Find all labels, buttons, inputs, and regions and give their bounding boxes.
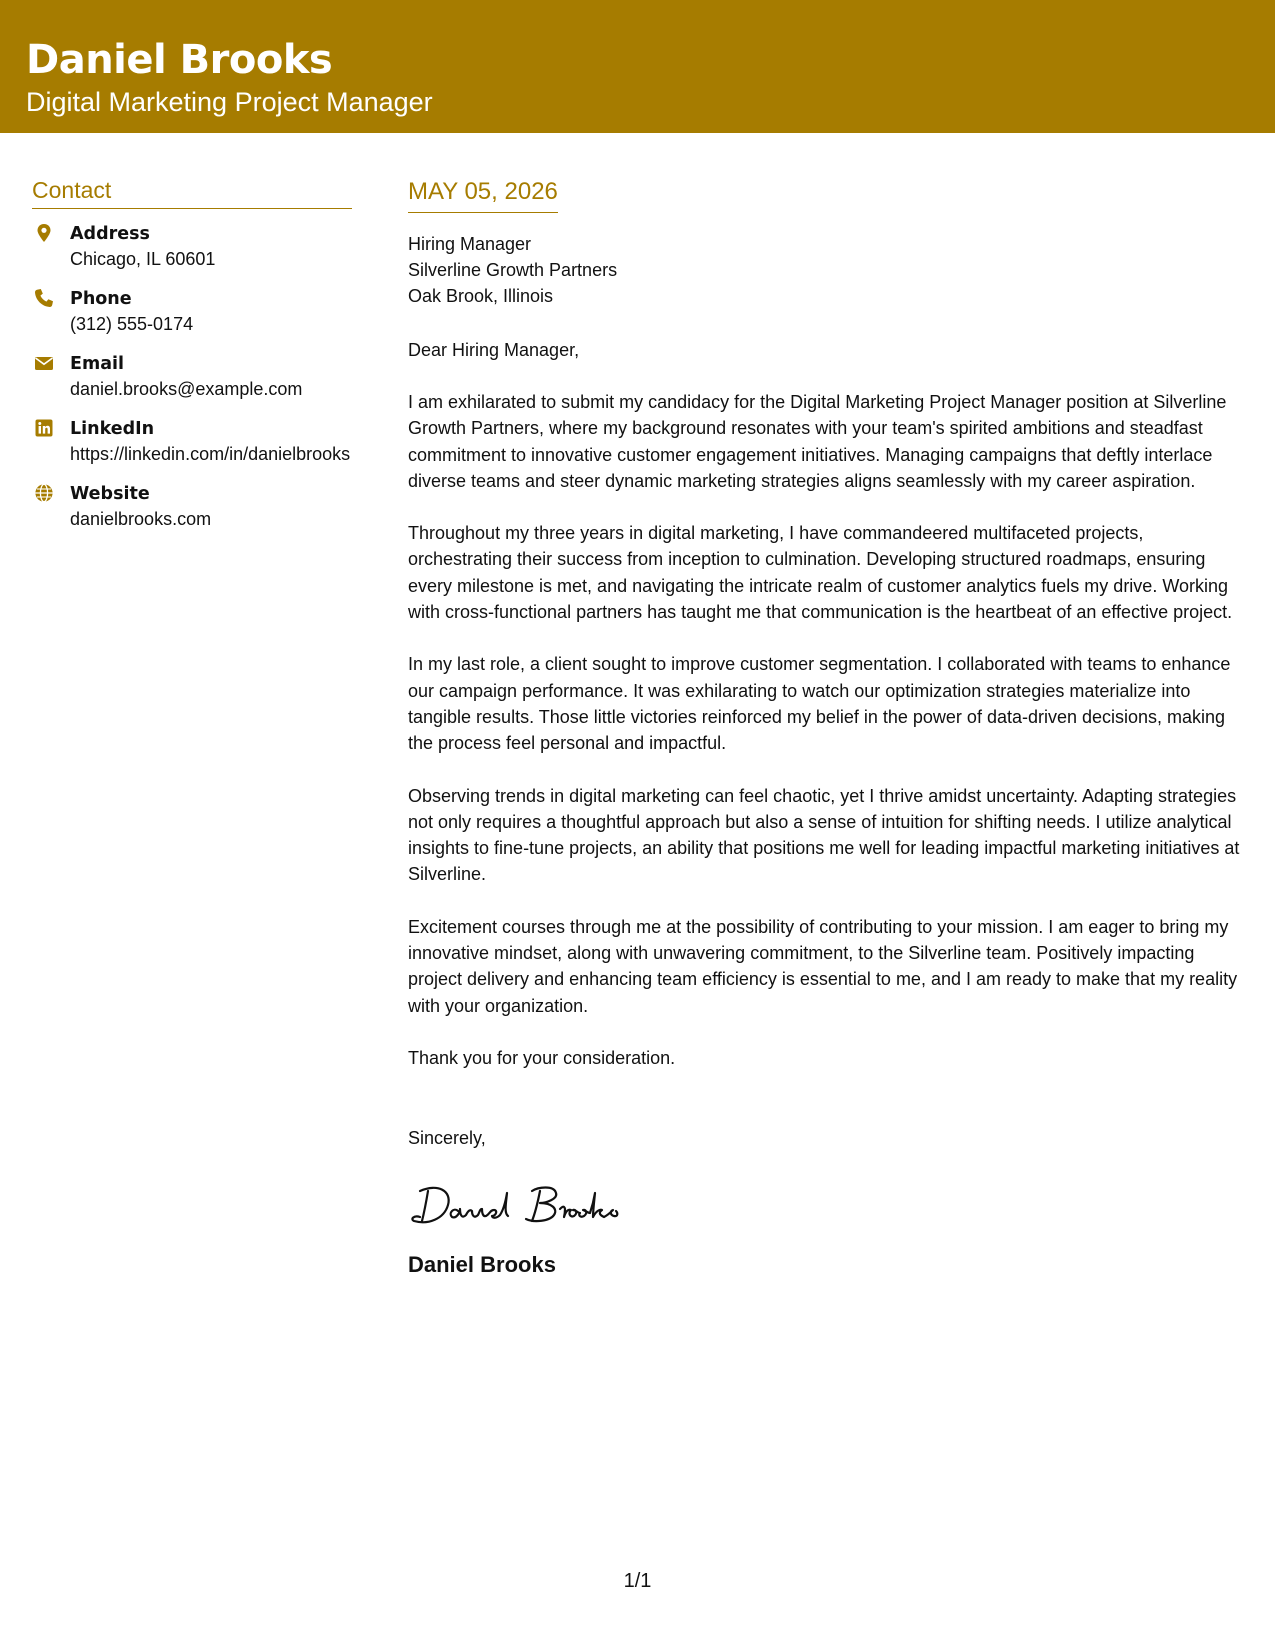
phone-icon: [34, 288, 54, 308]
applicant-name: Daniel Brooks: [26, 37, 333, 83]
contact-sidebar: [32, 176, 352, 546]
contact-label: Email: [70, 354, 124, 374]
body-paragraph: Observing trends in digital marketing can feel chaotic, yet I thrive amidst uncertainty. Adapting strategies not only requires a thoughtful approach but also a sense of intuition for shifting needs. I utilize analytical insights to fine-tune projects, an ability that positions me well for leading impactful marketing initiatives at Silverline.: [408, 785, 1240, 885]
signature-image: [408, 1177, 638, 1237]
contact-item-website: [32, 481, 352, 532]
contact-value-phone: (312) 555-0174: [70, 314, 194, 334]
globe-icon: [34, 483, 54, 503]
contact-value-address: Chicago, IL 60601: [70, 249, 216, 269]
contact-value-email[interactable]: daniel.brooks@example.com: [70, 379, 303, 399]
page-number: 1/1: [623, 1570, 652, 1592]
thank-you-line: Thank you for your consideration.: [408, 1047, 676, 1068]
contact-item-email: [32, 351, 352, 402]
header-banner: [0, 0, 1275, 133]
recipient-line: Hiring Manager: [408, 234, 532, 254]
contact-value-linkedin[interactable]: https://linkedin.com/in/danielbrooks: [70, 444, 351, 464]
contact-label: Address: [70, 224, 150, 244]
body-paragraph: Excitement courses through me at the possibility of contributing to your mission. I am eager to bring my innovative mindset, along with unwavering commitment, to the Silverline team. Positively impacting project delivery and enhancing team efficiency is essential to me, and I am ready to make that my reality with your organization.: [408, 916, 1238, 1016]
contact-heading: Contact: [32, 176, 352, 209]
signer-name: Daniel Brooks: [408, 1252, 556, 1278]
body-paragraph: In my last role, a client sought to improve customer segmentation. I collaborated with teams to enhance our campaign performance. It was exhilarating to watch our optimization strategies materialize into tangible results. Those little victories reinforced my belief in the power of data-driven decisions, making the process feel personal and impactful.: [408, 654, 1231, 754]
contact-label: Website: [70, 484, 150, 504]
contact-item-address: [32, 221, 352, 272]
recipient-line: Oak Brook, Illinois: [408, 286, 554, 306]
letter-date: MAY 05, 2026: [408, 178, 558, 205]
recipient-line: Silverline Growth Partners: [408, 260, 618, 280]
letter-body: [408, 176, 1250, 1279]
linkedin-icon: [34, 418, 54, 438]
contact-label: LinkedIn: [70, 419, 155, 439]
contact-label: Phone: [70, 289, 132, 309]
contact-item-phone: [32, 286, 352, 337]
handwritten-signature: [408, 1177, 1250, 1237]
envelope-icon: [34, 353, 54, 373]
body-paragraph: I am exhilarated to submit my candidacy for the Digital Marketing Project Manager position at Silverline Growth Partners, where my background resonates with your team's spirited ambitions and steadfast commitment to innovative customer engagement initiatives. Managing campaigns that deftly interlace diverse teams and steer dynamic marketing strategies aligns seamlessly with my career aspiration.: [408, 392, 1227, 491]
closing: Sincerely,: [408, 1128, 486, 1149]
date-block: [408, 176, 558, 213]
contact-list: [32, 221, 352, 532]
contact-value-website[interactable]: danielbrooks.com: [70, 509, 212, 529]
applicant-title: Digital Marketing Project Manager: [26, 87, 433, 117]
recipient-block: [408, 231, 1250, 309]
body-paragraph: Throughout my three years in digital marketing, I have commandeered multifaceted projects, orchestrating their success from inception to culmination. Developing structured roadmaps, ensuring every milestone is met, and navigating the intricate realm of customer analytics fuels my drive. Working with cross-functional partners has taught me that communication is the heartbeat of an effective project.: [408, 523, 1233, 623]
map-pin-icon: [34, 223, 54, 243]
contact-item-linkedin: [32, 416, 352, 467]
salutation: Dear Hiring Manager,: [408, 340, 580, 360]
